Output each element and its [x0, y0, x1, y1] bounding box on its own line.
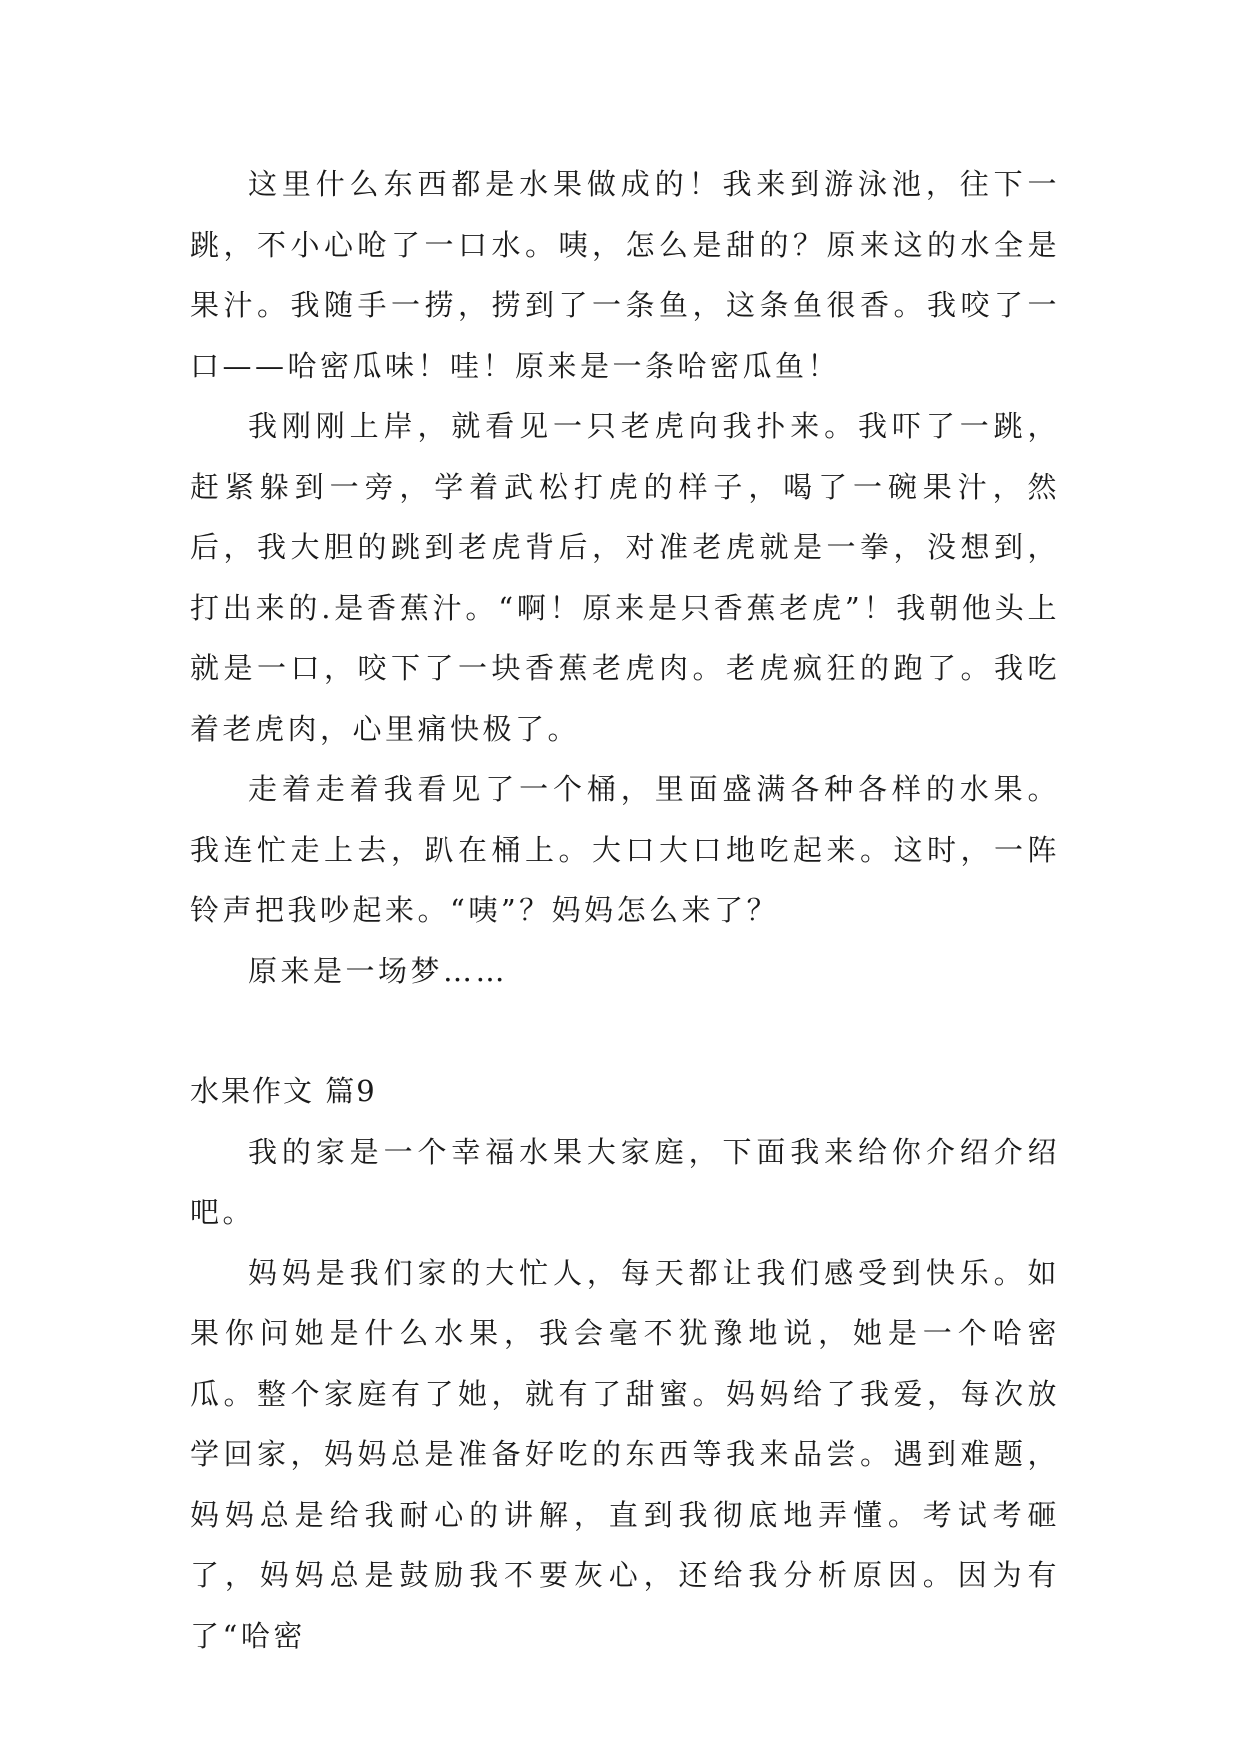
paragraph-dream-ending: 原来是一场梦……: [248, 953, 509, 988]
paragraph-banana-tiger: 我刚刚上岸，就看见一只老虎向我扑来。我吓了一跳，赶紧躲到一旁，学着武松打虎的样子，喝了一碗果汁，然后，我大胆的跳到老虎背后，对准老虎就是一拳，没想到，打出来的.是香蕉汁。“啊！原来是只香蕉老虎”！我朝他头上就是一口，咬下了一块香蕉老虎肉。老虎疯狂的跑了。我吃着老虎肉，心里痛快极了。: [190, 409, 1060, 746]
section-heading: 水果作文 篇9: [190, 1074, 377, 1108]
paragraph-swimming-pool: 这里什么东西都是水果做成的！我来到游泳池，往下一跳，不小心呛了一口水。咦，怎么是甜的？原来这的水全是果汁。我随手一捞，捞到了一条鱼，这条鱼很香。我咬了一口——哈密瓜味！哇！原来是一条哈密瓜鱼！: [190, 167, 1060, 383]
paragraph-family-intro: 我的家是一个幸福水果大家庭，下面我来给你介绍介绍吧。: [190, 1134, 1060, 1229]
paragraph-fruit-bucket: 走着走着我看见了一个桶，里面盛满各种各样的水果。我连忙走上去，趴在桶上。大口大口地吃起来。这时，一阵铃声把我吵起来。“咦”？妈妈怎么来了？: [190, 772, 1060, 927]
section-spacer: [190, 1001, 1060, 1061]
document-body: [190, 154, 1060, 1666]
paragraph-mother-melon: 妈妈是我们家的大忙人，每天都让我们感受到快乐。如果你问她是什么水果，我会毫不犹豫地说，她是一个哈密瓜。整个家庭有了她，就有了甜蜜。妈妈给了我爱，每次放学回家，妈妈总是准备好吃的东西等我来品尝。遇到难题，妈妈总是给我耐心的讲解，直到我彻底地弄懂。考试考砸了，妈妈总是鼓励我不要灰心，还给我分析原因。因为有了“哈密: [190, 1255, 1060, 1653]
